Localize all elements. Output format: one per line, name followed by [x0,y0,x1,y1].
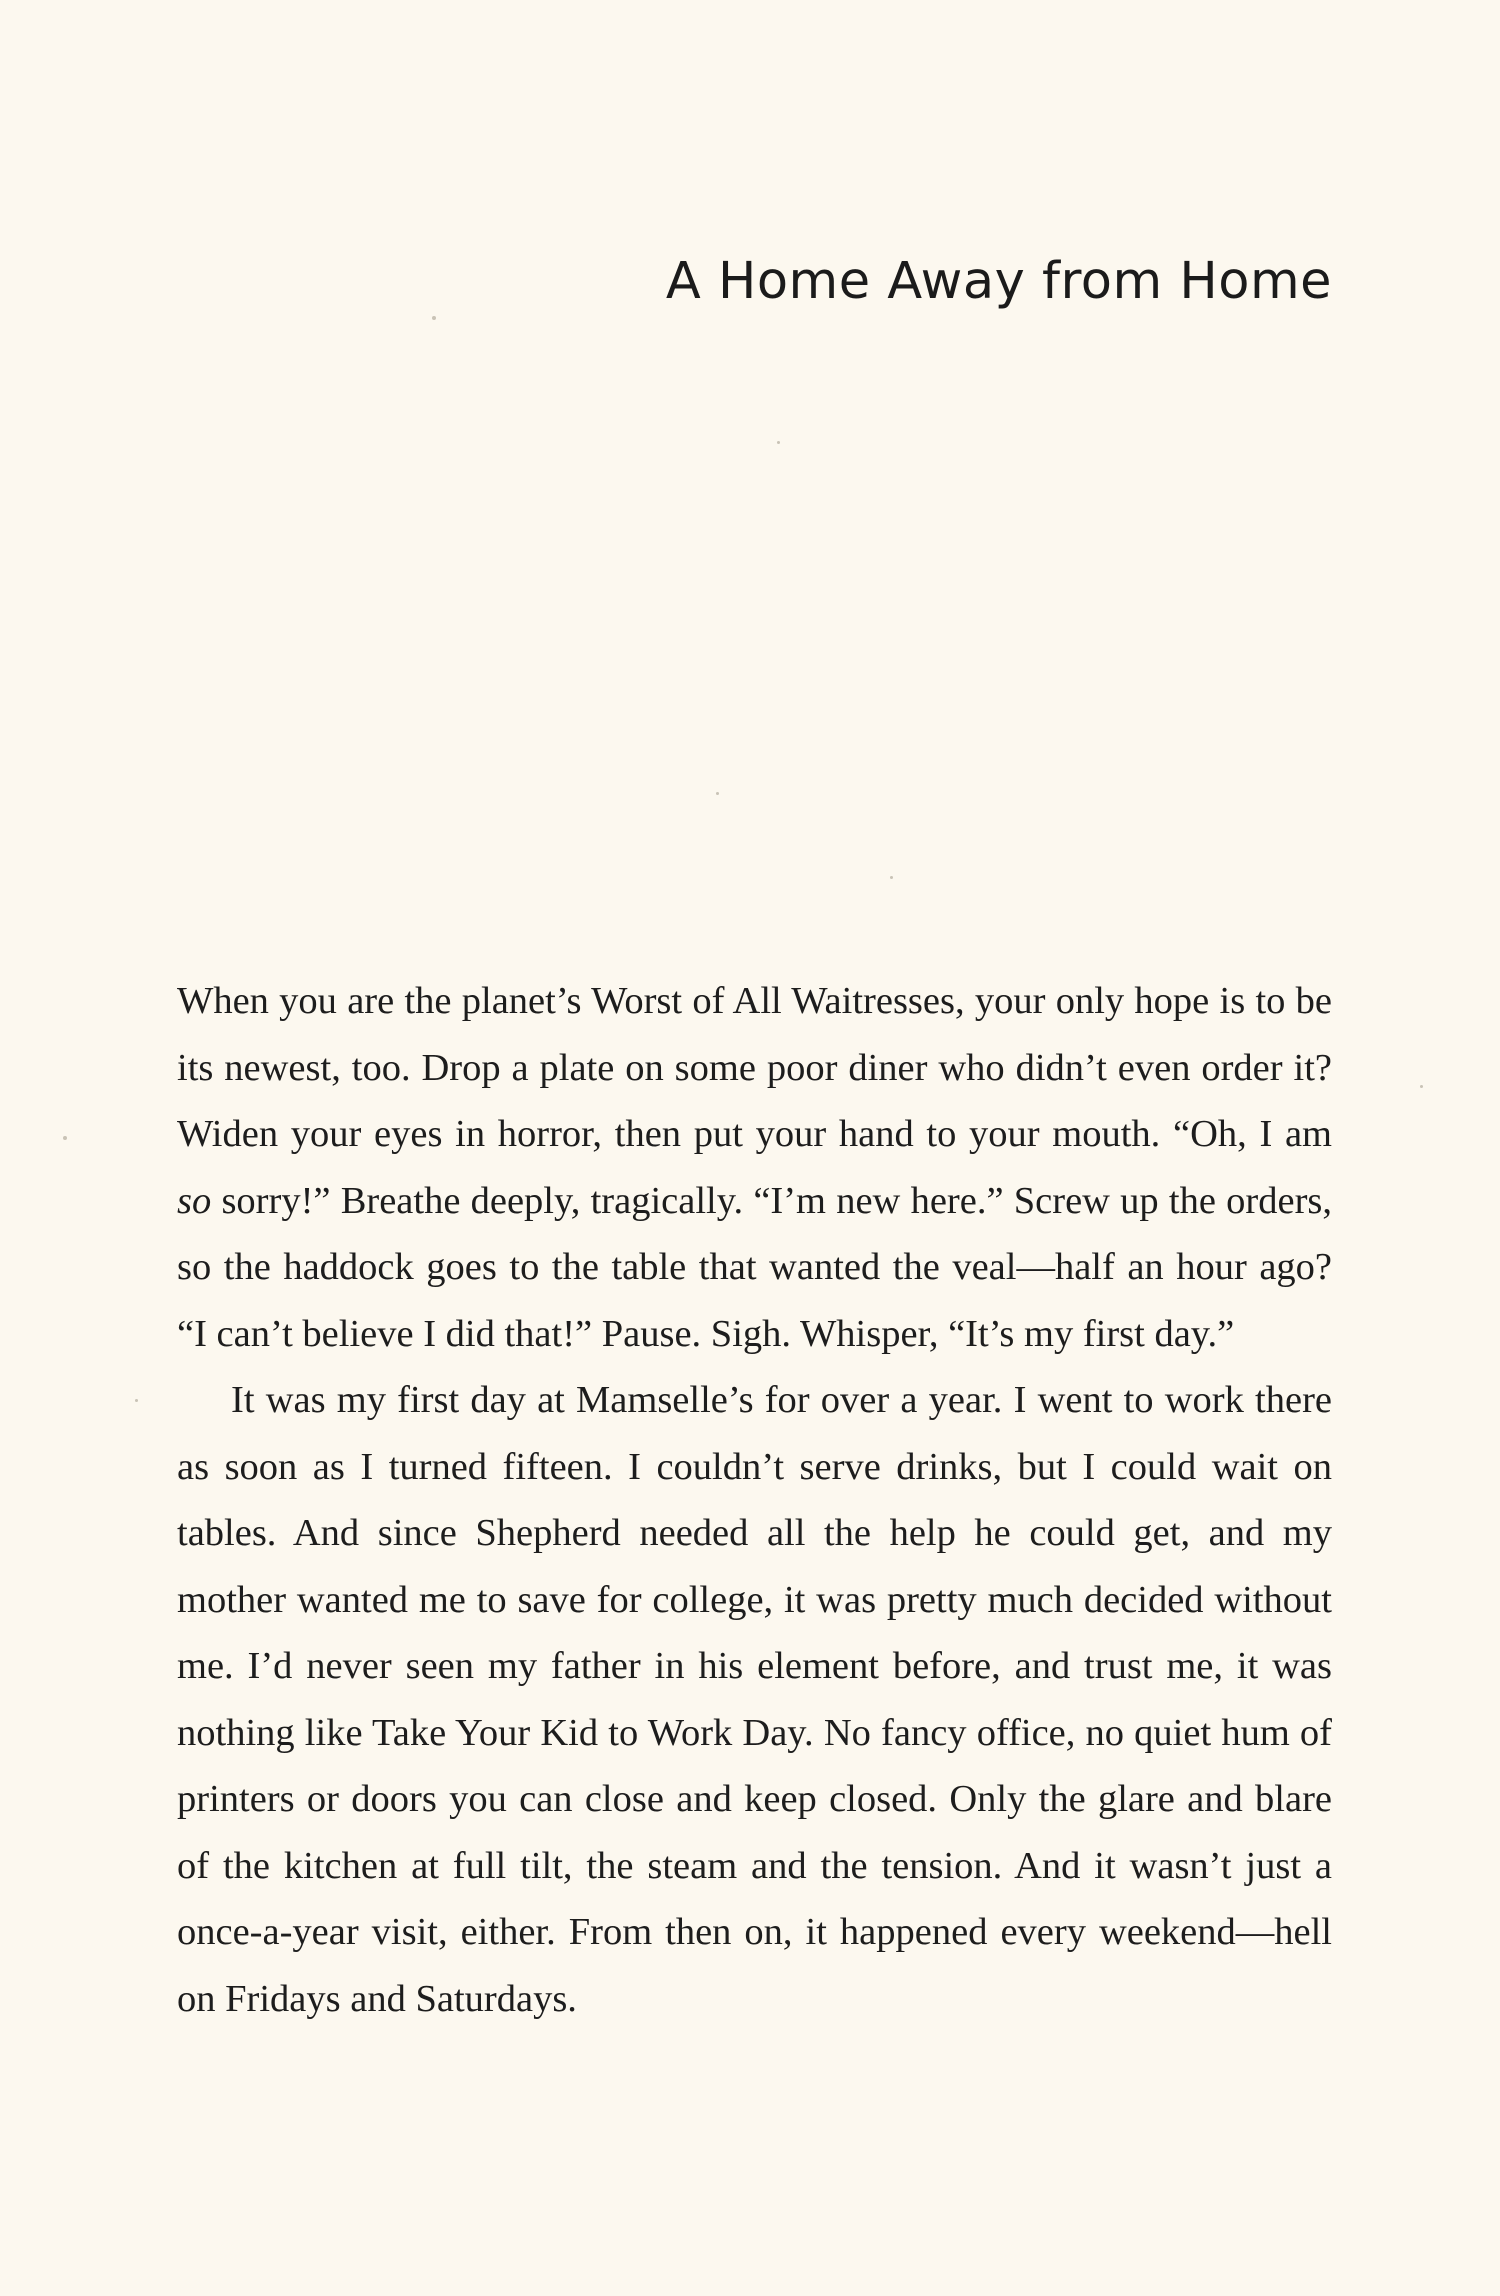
chapter-title: A Home Away from Home [665,252,1332,311]
paragraph-1-text-end: sorry!” Breathe deeply, tragically. “I’m new here.” Screw up the orders, so the haddock goes to the table that wanted the veal—half an hour ago? “I can’t believe I did that!” Pause. Sigh. Whisper, “It’s my first day.” [177,1179,1332,1355]
paragraph-2: It was my first day at Mamselle’s for over a year. I went to work there as soon as I turned fifteen. I couldn’t serve drinks, but I could wait on tables. And since Shepherd needed all the help he could get, and my mother wanted me to save for college, it was pretty much decided without me. I’d never seen my father in his element before, and trust me, it was nothing like Take Your Kid to Work Day. No fancy office, no quiet hum of printers or doors you can close and keep closed. Only the glare and blare of the kitchen at full tilt, the steam and the tension. And it wasn’t just a once-a-year visit, either. From then on, it happened every weekend—hell on Fridays and Saturdays. [177,1379,1332,2020]
scan-speck [777,441,780,444]
scan-speck [63,1136,67,1140]
paragraph-1 [177,968,1332,1367]
scan-speck [432,316,436,320]
scan-speck [716,792,719,795]
scan-speck [1420,1085,1423,1088]
paragraph-1-emphasis: so [177,1179,212,1222]
scan-speck [135,1399,138,1402]
scan-speck [890,876,893,879]
paragraph-1-text-start: When you are the planet’s Worst of All Waitresses, your only hope is to be its newest, too. Drop a plate on some poor diner who didn’t even order it? Widen your eyes in horror, then put your hand to your mouth. “Oh, I am [177,980,1332,1155]
chapter-body [177,968,1332,2032]
